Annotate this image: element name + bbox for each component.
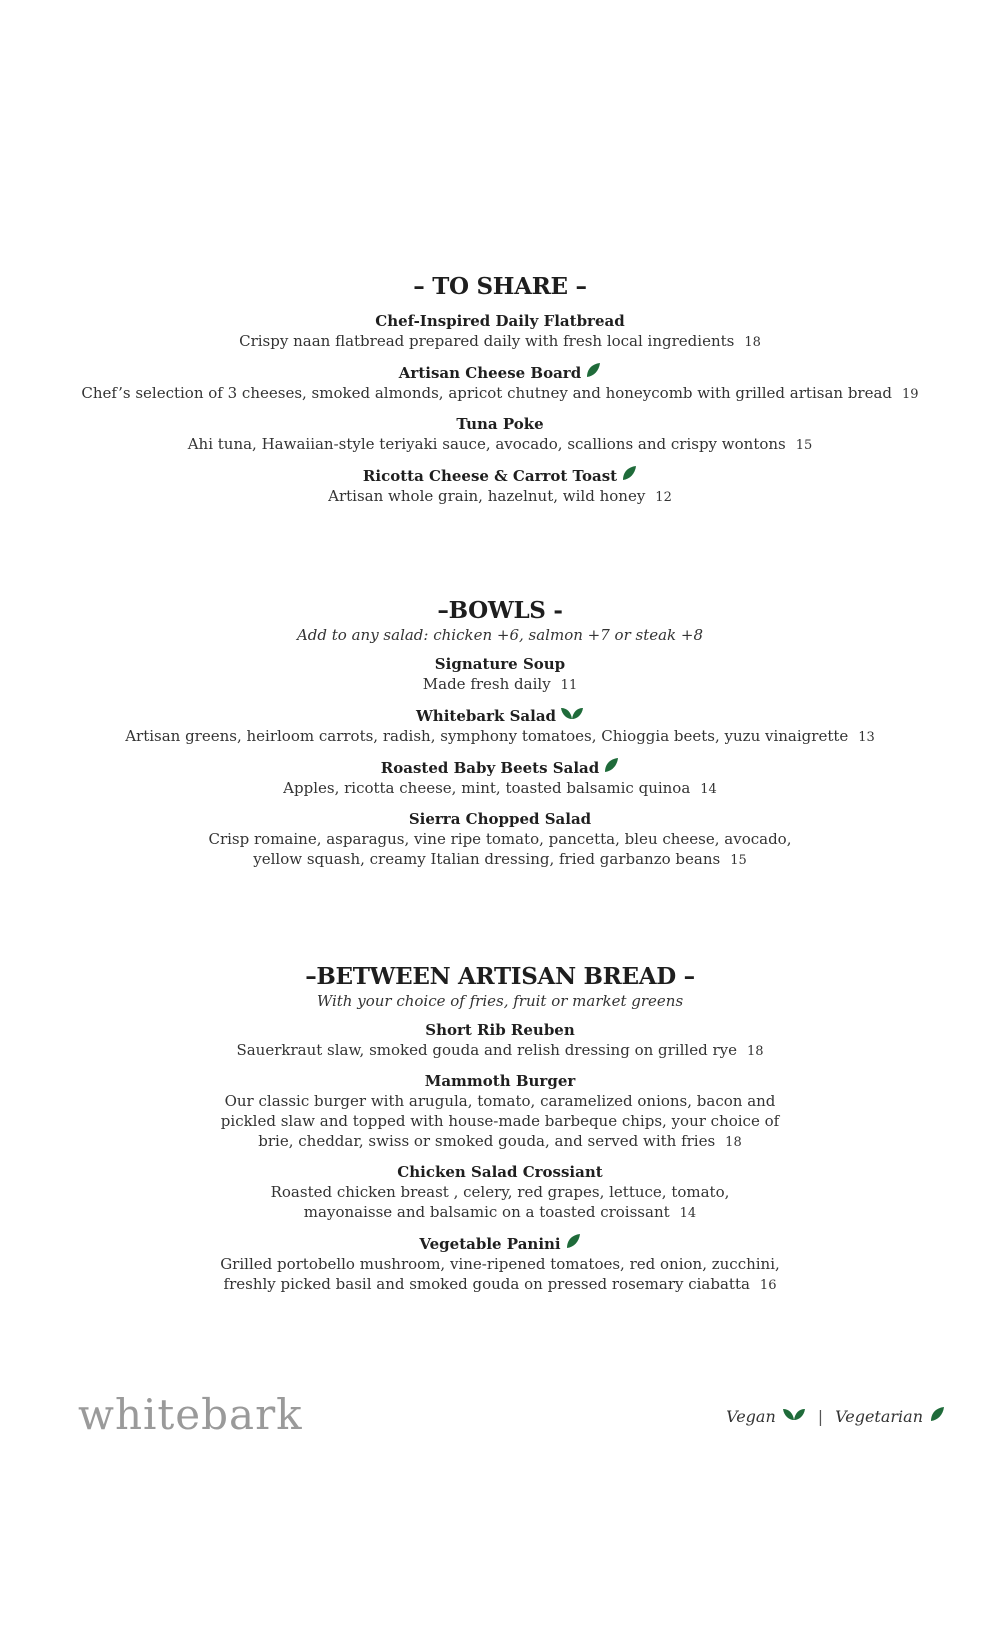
menu-item-description-row: [60, 778, 940, 800]
menu-item-description: Grilled portobello mushroom, vine-ripened tomatoes, red onion, zucchini, freshly picked basil and smoked gouda on pressed rosemary ciabatta: [220, 1255, 780, 1293]
menu-item-description-row: [60, 1091, 940, 1153]
menu-item: [60, 1020, 940, 1062]
menu-item-name-row: [435, 654, 565, 674]
menu-item-price: 16: [759, 1278, 777, 1293]
section-note: Add to any salad: chicken +6, salmon +7 or steak +8: [296, 626, 704, 644]
section-title: –BOWLS -: [437, 597, 563, 624]
menu-item-price: 18: [746, 1044, 764, 1059]
menu-item-description: Sauerkraut slaw, smoked gouda and relish dressing on grilled rye: [236, 1041, 737, 1059]
menu-item-description-row: [60, 1182, 940, 1224]
menu-item-name-row: [456, 414, 543, 434]
legend-separator: |: [817, 1406, 824, 1426]
vegetarian-leaf-icon: [929, 1406, 945, 1426]
menu-item-name: Vegetable Panini: [419, 1234, 561, 1253]
vegetarian-leaf-icon: [621, 465, 637, 486]
menu-item-name: Whitebark Salad: [415, 706, 557, 725]
menu-item-name: Mammoth Burger: [424, 1072, 576, 1090]
menu-item-price: 15: [730, 853, 747, 868]
menu-item-description-row: [60, 726, 940, 748]
menu-item: [60, 654, 940, 696]
menu-item-price: 18: [744, 335, 761, 350]
menu-item-name-row: [363, 465, 637, 486]
menu-item-price: 15: [795, 438, 813, 453]
menu-item-description-row: [60, 383, 940, 405]
menu-item-name-row: [425, 1071, 576, 1091]
section-note: With your choice of fries, fruit or market greens: [316, 992, 684, 1010]
menu-item-name-row: [409, 809, 591, 829]
menu-item-name-row: [419, 1233, 580, 1254]
menu-item-description: Crispy naan flatbread prepared daily with fresh local ingredients: [239, 332, 735, 350]
menu-item-name-row: [416, 705, 584, 726]
diet-legend: [726, 1406, 945, 1426]
menu-item: [60, 705, 940, 748]
vegetarian-leaf-icon: [585, 362, 601, 383]
menu-item-description-row: [60, 1254, 940, 1296]
menu-item: [60, 362, 940, 405]
menu-item-name: Artisan Cheese Board: [398, 363, 582, 382]
menu-item-description-row: [60, 331, 940, 353]
menu-item-description: Roasted chicken breast , celery, red grapes, lettuce, tomato, mayonaisse and balsamic on a toasted croissant: [270, 1183, 730, 1221]
vegetarian-leaf-icon: [565, 1233, 581, 1254]
menu-item-description: Our classic burger with arugula, tomato, caramelized onions, bacon and pickled slaw and topped with house-made barbeque chips, your choice of brie, cheddar, swiss or smoked gouda, and served with fries: [220, 1092, 780, 1150]
menu-item: [60, 757, 940, 800]
menu-item-name: Chicken Salad Crossiant: [397, 1163, 603, 1181]
menu-item-name-row: [397, 1162, 602, 1182]
menu-item-description-row: [60, 674, 940, 696]
whitebark-logo: whitebark: [78, 1390, 303, 1439]
menu-item-name: Tuna Poke: [456, 415, 544, 433]
menu-item-name: Ricotta Cheese & Carrot Toast: [362, 466, 618, 485]
section-title: –BETWEEN ARTISAN BREAD –: [305, 963, 695, 990]
menu-item-description: Crisp romaine, asparagus, vine ripe tomato, pancetta, bleu cheese, avocado, yellow squash, creamy Italian dressing, fried garbanzo beans: [208, 830, 792, 868]
menu-item-name: Roasted Baby Beets Salad: [380, 758, 600, 777]
menu-item-name-row: [425, 1020, 575, 1040]
menu-item-name: Short Rib Reuben: [425, 1021, 575, 1039]
menu-item: [60, 1071, 940, 1153]
menu-item-name-row: [375, 311, 624, 331]
section-items: [60, 654, 940, 871]
menu-item: [60, 414, 940, 456]
section-items: [60, 311, 940, 508]
menu-item-name: Sierra Chopped Salad: [408, 810, 592, 828]
menu-item-price: 18: [725, 1135, 742, 1150]
menu-item-description: Apples, ricotta cheese, mint, toasted balsamic quinoa: [283, 779, 691, 797]
menu-item-description-row: [60, 829, 940, 871]
legend-vegan-label: Vegan: [726, 1406, 776, 1426]
menu-item-description-row: [60, 486, 940, 508]
legend-vegetarian-label: Vegetarian: [835, 1406, 923, 1426]
section-between-artisan-bread: [60, 962, 940, 1296]
menu-item-description: Made fresh daily: [422, 675, 551, 693]
menu-item-name-row: [399, 362, 601, 383]
menu-item-price: 12: [655, 490, 672, 505]
menu-item-description: Artisan whole grain, hazelnut, wild honey: [328, 487, 646, 505]
menu-item-name-row: [381, 757, 619, 778]
menu-item-description-row: [60, 434, 940, 456]
menu-item-price: 14: [700, 782, 717, 797]
menu-item-name: Signature Soup: [434, 655, 566, 673]
menu-item-price: 13: [858, 730, 875, 745]
section-bowls: [60, 596, 940, 871]
vegan-leaf-icon: [560, 705, 584, 726]
menu-item-price: 11: [560, 678, 578, 693]
section-title: – TO SHARE –: [413, 273, 587, 300]
section-items: [60, 1020, 940, 1296]
menu-item-description: Artisan greens, heirloom carrots, radish, symphony tomatoes, Chioggia beets, yuzu vinaigrette: [125, 727, 849, 745]
vegan-leaf-icon: [782, 1406, 806, 1426]
menu-item-name: Chef-Inspired Daily Flatbread: [375, 312, 625, 330]
menu-item: [60, 465, 940, 508]
menu-item: [60, 809, 940, 871]
menu-item-price: 19: [902, 387, 919, 402]
section-to-share: [60, 272, 940, 508]
menu-item-description: Chef’s selection of 3 cheeses, smoked almonds, apricot chutney and honeycomb with grilled artisan bread: [81, 384, 893, 402]
vegetarian-leaf-icon: [603, 757, 619, 778]
menu-item-description-row: [60, 1040, 940, 1062]
menu-item: [60, 311, 940, 353]
menu-item-price: 14: [679, 1206, 697, 1221]
menu-item: [60, 1233, 940, 1296]
menu-item: [60, 1162, 940, 1224]
menu-item-description: Ahi tuna, Hawaiian-style teriyaki sauce, avocado, scallions and crispy wontons: [187, 435, 786, 453]
